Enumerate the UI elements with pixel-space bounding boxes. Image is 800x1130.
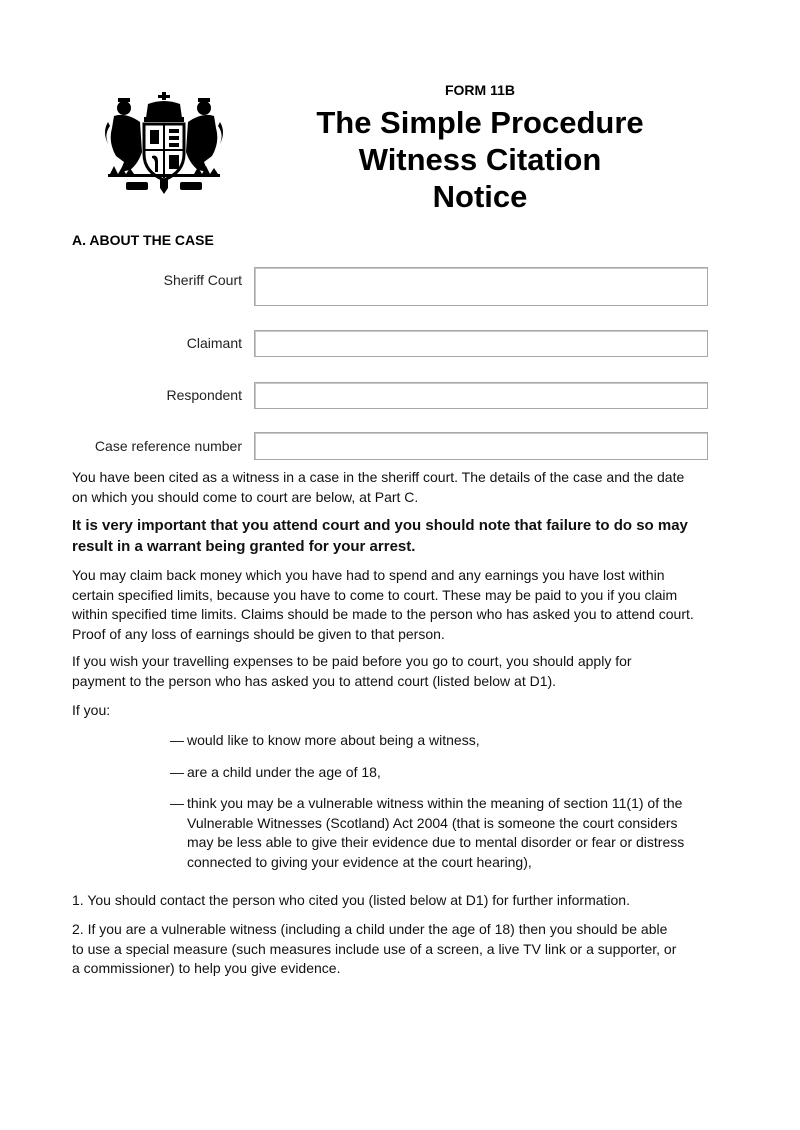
respondent-label: Respondent [166,387,242,403]
dash-icon: — [170,732,184,748]
intro-paragraph: You have been cited as a witness in a case in the sheriff court. The details of the case and the date on which you should come to court are below, at Part C. [72,469,685,505]
sheriff-court-field[interactable] [254,267,708,306]
title-line: Witness Citation [358,142,602,177]
bullet-item [170,763,700,783]
bullet-text: would like to know more about being a witness, [187,732,480,748]
bullet-item [170,794,690,872]
title-line: The Simple Procedure [316,105,644,140]
title-line: Notice [432,179,528,214]
form-number: FORM 11B [444,82,515,98]
numbered-item-2: 2. If you are a vulnerable witness (including a child under the age of 18) then you should be able to use a special measure (such measures include use of a screen, a live TV link or a supporter, or a commissioner) to help you give evidence. [72,921,677,976]
if-you-label: If you: [72,702,111,718]
warning-paragraph: It is very important that you attend court and you should note that failure to do so may result in a warrant being granted for your arrest. [72,517,688,555]
case-reference-field[interactable] [254,432,708,460]
sheriff-court-label: Sheriff Court [163,272,242,288]
bullet-text: are a child under the age of 18, [187,764,381,780]
dash-icon: — [170,795,184,811]
expenses-paragraph: You may claim back money which you have had to spend and any earnings you have lost within certain specified limits, because you have to come to court. These may be paid to you if you claim within specified time limits. Claims should be made to the person who has asked you to attend court. Proof of any loss of earnings should be given to that person. [72,567,694,642]
bullet-item [170,731,700,751]
respondent-field[interactable] [254,382,708,409]
royal-coat-of-arms-icon [100,92,228,196]
case-reference-label: Case reference number [94,438,242,454]
section-heading: A. ABOUT THE CASE [72,232,214,248]
bullet-text: think you may be a vulnerable witness within the meaning of section 11(1) of the Vulnerable Witnesses (Scotland) Act 2004 (that is someone the court considers may be less able to give their evidence due to mental disorder or fear or distress connected to giving your evidence at the court hearing), [187,795,685,870]
claimant-field[interactable] [254,330,708,357]
travel-paragraph: If you wish your travelling expenses to be paid before you go to court, you should apply for payment to the person who has asked you to attend court (listed below at D1). [72,653,632,689]
numbered-item-1: 1. You should contact the person who cited you (listed below at D1) for further information. [72,892,630,908]
page-title [290,104,670,215]
claimant-label: Claimant [186,335,242,351]
dash-icon: — [170,764,184,780]
